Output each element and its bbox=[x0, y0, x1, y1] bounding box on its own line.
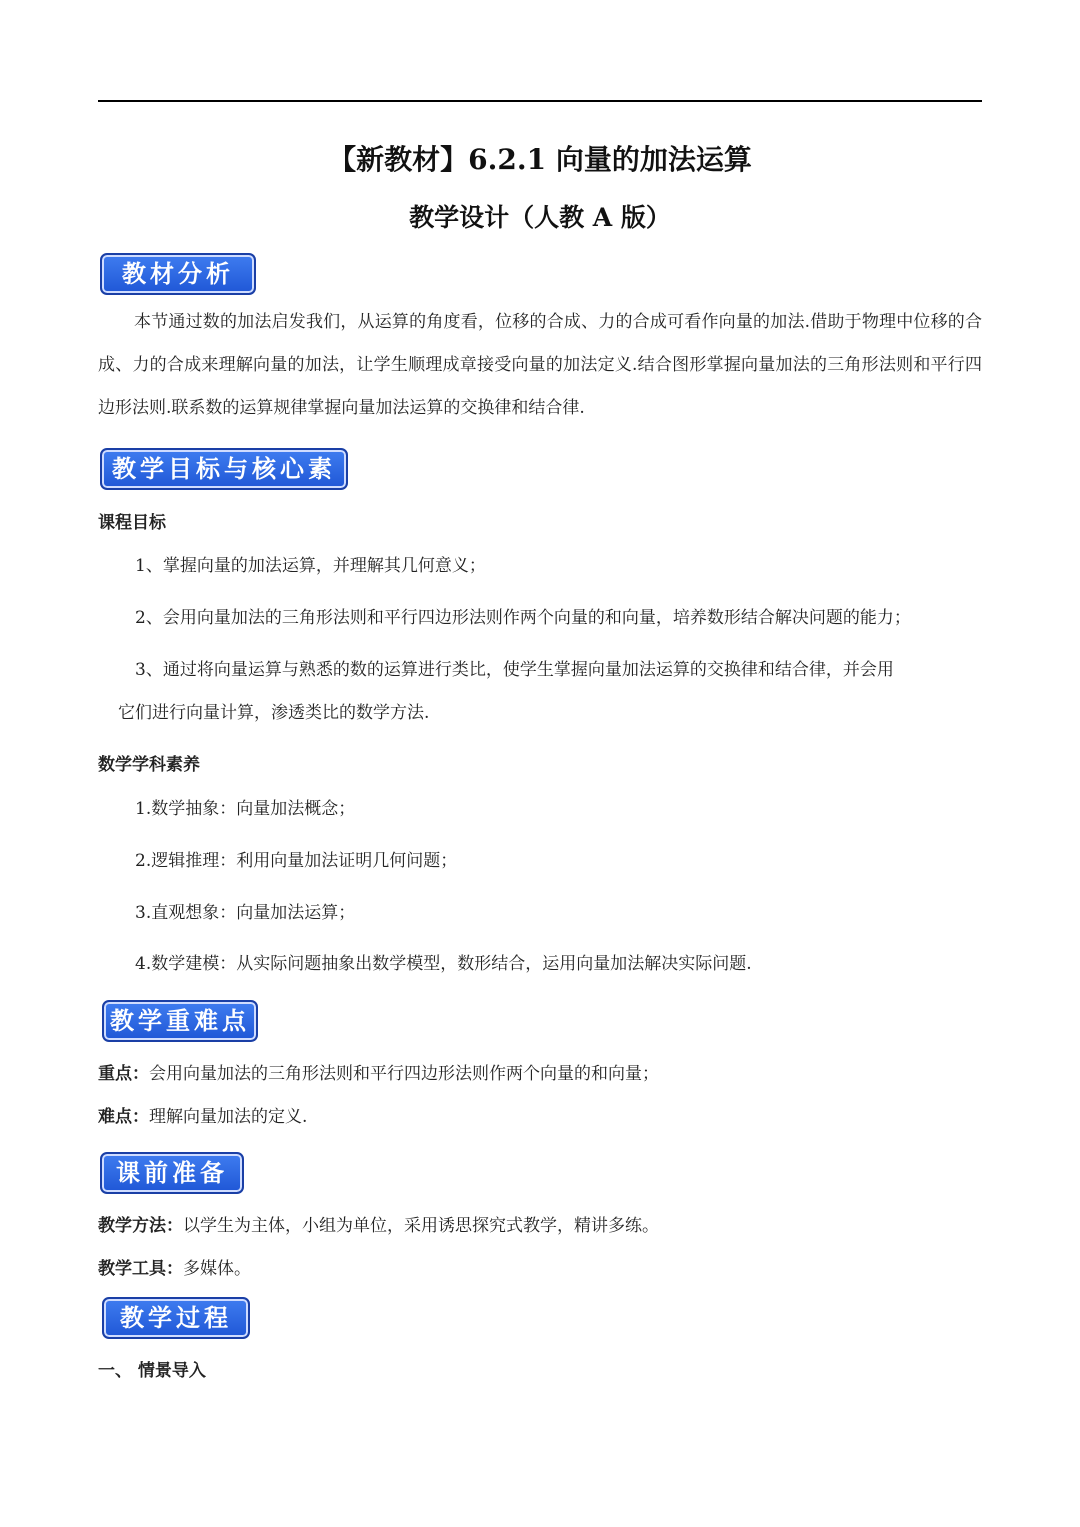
header-rule bbox=[98, 100, 982, 102]
literacy-item: 4.数学建模：从实际问题抽象出数学模型，数形结合，运用向量加法解决实际问题. bbox=[135, 954, 752, 974]
literacy-item: 2.逻辑推理：利用向量加法证明几何问题； bbox=[135, 851, 458, 871]
key-point-text: 会用向量加法的三角形法则和平行四边形法则作两个向量的和向量； bbox=[149, 1064, 659, 1084]
difficult-point-line bbox=[98, 1102, 307, 1127]
teaching-method-text: 以学生为主体，小组为单位，采用诱思探究式教学，精讲多练。 bbox=[183, 1216, 659, 1236]
course-goal-item: 1、掌握向量的加法运算，并理解其几何意义； bbox=[135, 556, 486, 576]
course-goal-item: 3、通过将向量运算与熟悉的数的运算进行类比，使学生掌握向量加法运算的交换律和结合律，并会用 bbox=[135, 660, 894, 680]
teaching-method-label: 教学方法： bbox=[98, 1216, 183, 1236]
course-goal-item: 2、会用向量加法的三角形法则和平行四边形法则作两个向量的和向量，培养数形结合解决问题的能力； bbox=[135, 608, 911, 628]
analysis-paragraph: 本节通过数的加法启发我们，从运算的角度看，位移的合成、力的合成可看作向量的加法.借助于物理中位移的合成、力的合成来理解向量的加法，让学生顺理成章接受向量的加法定义.结合图形掌握向量加法的三角形法则和平行四边形法则.联系数的运算规律掌握向量加法运算的交换律和结合律. bbox=[98, 312, 982, 418]
section-badge-prep: 课前准备 bbox=[100, 1152, 244, 1194]
teaching-tool-label: 教学工具： bbox=[98, 1259, 183, 1279]
course-goals-label: 课程目标 bbox=[98, 513, 166, 533]
process-step-heading: 一、 情景导入 bbox=[98, 1361, 206, 1381]
document-title: 【新教材】6.2.1 向量的加法运算 bbox=[328, 143, 752, 176]
literacy-label: 数学学科素养 bbox=[98, 755, 200, 775]
document-subtitle: 教学设计（人教 A 版） bbox=[409, 203, 671, 232]
teaching-tool-text: 多媒体。 bbox=[183, 1259, 251, 1279]
section-badge-process: 教学过程 bbox=[102, 1297, 250, 1339]
teaching-tool-line bbox=[98, 1254, 251, 1279]
key-point-line bbox=[98, 1059, 659, 1084]
teaching-method-line bbox=[98, 1211, 659, 1236]
difficult-point-text: 理解向量加法的定义. bbox=[149, 1107, 308, 1127]
literacy-item: 3.直观想象：向量加法运算； bbox=[135, 903, 356, 923]
section-badge-keypoints: 教学重难点 bbox=[102, 1000, 258, 1042]
section-badge-goals: 教学目标与核心素养 bbox=[100, 448, 348, 490]
section-badge-analysis: 教材分析 bbox=[100, 253, 256, 295]
key-point-label: 重点： bbox=[98, 1064, 149, 1084]
course-goal-item-continuation: 它们进行向量计算，渗透类比的数学方法. bbox=[118, 703, 430, 723]
literacy-item: 1.数学抽象：向量加法概念； bbox=[135, 799, 356, 819]
difficult-point-label: 难点： bbox=[98, 1107, 149, 1127]
